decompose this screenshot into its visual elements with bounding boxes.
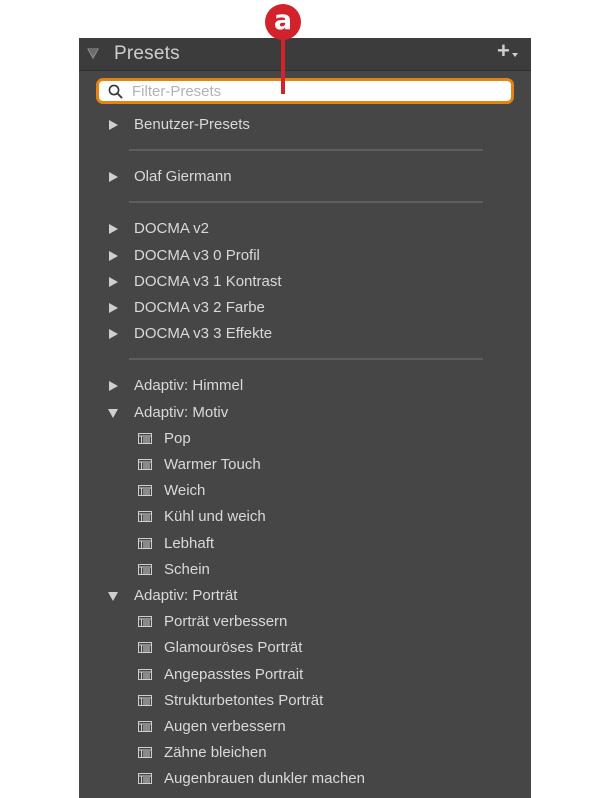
annotation-marker: a	[265, 4, 301, 40]
preset-icon	[138, 747, 152, 758]
preset-group-row[interactable]	[79, 269, 531, 295]
preset-item-row[interactable]	[79, 635, 531, 661]
preset-label: Kühl und weich	[164, 508, 266, 526]
preset-item-row[interactable]	[79, 740, 531, 766]
collapsed-triangle-icon[interactable]	[109, 120, 118, 130]
preset-icon	[138, 485, 152, 496]
preset-group-row[interactable]	[79, 243, 531, 269]
group-label: Olaf Giermann	[134, 168, 232, 186]
preset-icon	[138, 695, 152, 706]
preset-item-row[interactable]	[79, 531, 531, 557]
preset-item-row[interactable]	[79, 688, 531, 714]
group-label: DOCMA v3 2 Farbe	[134, 299, 265, 316]
preset-item-row[interactable]	[79, 609, 531, 635]
preset-group-row[interactable]	[79, 400, 531, 426]
expanded-triangle-icon[interactable]	[108, 592, 118, 601]
add-preset-button[interactable]	[497, 38, 519, 65]
preset-group-row[interactable]	[79, 373, 531, 399]
preset-label: Angepasstes Portrait	[164, 665, 304, 683]
collapsed-triangle-icon[interactable]	[109, 224, 118, 234]
preset-icon	[138, 511, 152, 522]
group-label: DOCMA v3 0 Profil	[134, 246, 260, 264]
group-label: Adaptiv: Motiv	[134, 403, 229, 421]
preset-label: Augen verbessern	[164, 718, 286, 735]
preset-item-row[interactable]	[79, 714, 531, 740]
preset-label: Strukturbetontes Porträt	[164, 691, 324, 709]
preset-item-row[interactable]	[79, 557, 531, 583]
collapse-triangle-icon[interactable]	[87, 47, 99, 59]
group-label: DOCMA v2	[134, 220, 210, 238]
expanded-triangle-icon[interactable]	[108, 409, 118, 418]
annotation-line	[281, 38, 285, 94]
preset-label: Warmer Touch	[164, 456, 261, 473]
preset-group-row[interactable]	[79, 164, 531, 190]
preset-item-row[interactable]	[79, 426, 531, 452]
collapsed-triangle-icon[interactable]	[109, 277, 118, 287]
preset-icon	[138, 616, 152, 627]
group-label: Benutzer-Presets	[134, 116, 250, 133]
preset-label: Augenbrauen dunkler machen	[164, 770, 365, 788]
preset-icon	[138, 538, 152, 549]
presets-panel	[79, 38, 531, 798]
preset-icon	[138, 642, 152, 653]
preset-group-row[interactable]	[79, 583, 531, 609]
preset-item-row[interactable]	[79, 662, 531, 688]
preset-item-row[interactable]	[79, 766, 531, 792]
preset-label: Zähne bleichen	[164, 744, 267, 762]
group-label: DOCMA v3 3 Effekte	[134, 325, 273, 343]
group-divider	[129, 149, 483, 151]
preset-label: Porträt verbessern	[164, 613, 288, 631]
group-label: Adaptiv: Himmel	[134, 377, 244, 395]
preset-group-row[interactable]	[79, 295, 531, 321]
preset-label: Schein	[164, 560, 210, 578]
preset-group-row[interactable]	[79, 321, 531, 347]
preset-group-row[interactable]	[79, 216, 531, 242]
collapsed-triangle-icon[interactable]	[109, 329, 118, 339]
collapsed-triangle-icon[interactable]	[109, 303, 118, 313]
preset-group-row[interactable]	[79, 112, 531, 138]
plus-icon: +	[497, 38, 510, 63]
group-divider	[129, 201, 483, 203]
preset-item-row[interactable]	[79, 504, 531, 530]
preset-icon	[138, 669, 152, 680]
preset-item-row[interactable]	[79, 478, 531, 504]
preset-icon	[138, 433, 152, 444]
group-divider	[129, 358, 483, 360]
panel-header[interactable]	[79, 38, 531, 71]
preset-label: Weich	[164, 482, 206, 500]
preset-icon	[138, 773, 152, 784]
search-icon	[108, 84, 123, 99]
preset-item-row[interactable]	[79, 452, 531, 478]
group-label: Adaptiv: Porträt	[134, 587, 238, 604]
preset-icon	[138, 459, 152, 470]
search-input[interactable]	[132, 81, 502, 101]
chevron-down-icon	[512, 53, 518, 57]
collapsed-triangle-icon[interactable]	[109, 172, 118, 182]
preset-label: Lebhaft	[164, 534, 215, 552]
panel-title: Presets	[114, 43, 180, 64]
preset-icon	[138, 564, 152, 575]
collapsed-triangle-icon[interactable]	[109, 251, 118, 261]
preset-label: Glamouröses Porträt	[164, 639, 303, 657]
preset-label: Pop	[164, 429, 191, 447]
preset-icon	[138, 721, 152, 732]
search-field[interactable]	[96, 78, 514, 104]
collapsed-triangle-icon[interactable]	[109, 381, 118, 391]
group-label: DOCMA v3 1 Kontrast	[134, 272, 282, 290]
